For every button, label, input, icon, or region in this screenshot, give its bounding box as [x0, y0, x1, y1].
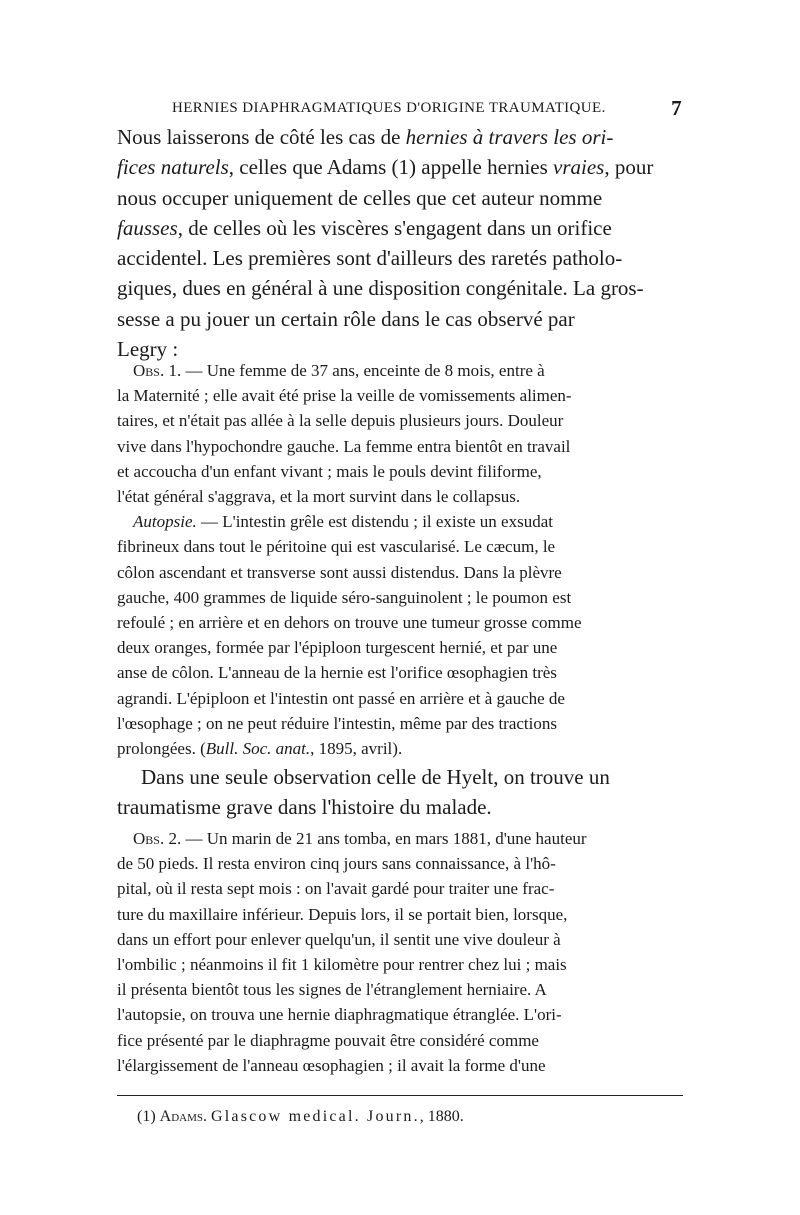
- text-line: deux oranges, formée par l'épiploon turgescent hernié, et par une: [117, 638, 558, 658]
- obs-label: Obs.: [133, 361, 165, 380]
- text-line: l'état général s'aggrava, et la mort survint dans le collapsus.: [117, 487, 521, 507]
- footnote-journal: Glascow medical. Journ.: [211, 1108, 420, 1125]
- text-line: fausses, de celles où les viscères s'engagent dans un orifice: [117, 215, 612, 240]
- text-line: Obs. 2. — Un marin de 21 ans tomba, en mars 1881, d'une hauteur: [133, 829, 587, 848]
- text-line: et accoucha d'un enfant vivant ; mais le pouls devint filiforme,: [117, 461, 542, 481]
- text-line: l'élargissement de l'anneau œsophagien ; il avait la forme d'une: [117, 1055, 546, 1075]
- text-line: côlon ascendant et transverse sont aussi distendus. Dans la plèvre: [117, 562, 562, 582]
- text-line: pital, où il resta sept mois : on l'avait gardé pour traiter une frac-: [117, 879, 555, 899]
- observation-2: [117, 826, 683, 1078]
- citation: Bull. Soc. anat.: [205, 739, 311, 759]
- text-line: fices naturels, celles que Adams (1) appelle hernies vraies, pour: [117, 155, 654, 180]
- text-line: dans un effort pour enlever quelqu'un, il sentit une vive douleur à: [117, 929, 561, 949]
- text-line: prolongées. (Bull. Soc. anat., 1895, avril).: [117, 739, 403, 759]
- text-line: refoulé ; en arrière et en dehors on trouve une tumeur grosse comme: [117, 613, 582, 633]
- text-line: Nous laisserons de côté les cas de hernies à travers les ori-: [117, 125, 614, 149]
- text-line: vive dans l'hypochondre gauche. La femme entra bientôt en travail: [117, 436, 571, 456]
- text-line: l'œsophage ; on ne peut réduire l'intestin, même par des tractions: [117, 713, 557, 733]
- text-line: il présenta bientôt tous les signes de l'étranglement herniaire. A: [117, 980, 547, 1000]
- text-line: fice présenté par le diaphragme pouvait être considéré comme: [117, 1030, 539, 1050]
- text-line: traumatisme grave dans l'histoire du malade.: [117, 795, 492, 820]
- text-line: nous occuper uniquement de celles que cet auteur nomme: [117, 185, 603, 210]
- observation-1: [117, 358, 683, 761]
- obs-label: Obs.: [133, 829, 165, 848]
- text-line: fibrineux dans tout le péritoine qui est vascularisé. Le cæcum, le: [117, 537, 556, 557]
- text-line: Legry :: [117, 337, 179, 362]
- page-number: 7: [671, 96, 682, 120]
- text-line: Obs. 1. — Une femme de 37 ans, enceinte de 8 mois, entre à: [133, 361, 545, 380]
- running-head: [172, 96, 682, 120]
- text-line: gauche, 400 grammes de liquide séro-sanguinolent ; le poumon est: [117, 587, 572, 607]
- footnote-rule: [117, 1095, 683, 1096]
- text-line: taires, et n'était pas allée à la selle depuis plusieurs jours. Douleur: [117, 411, 564, 431]
- text-line: accidentel. Les premières sont d'ailleurs des raretés patholo-: [117, 246, 623, 271]
- text-line: Dans une seule observation celle de Hyelt, on trouve un: [141, 765, 610, 789]
- text-line: ture du maxillaire inférieur. Depuis lors, il se portait bien, lorsque,: [117, 904, 568, 924]
- text-line: l'ombilic ; néanmoins il fit 1 kilomètre pour rentrer chez lui ; mais: [117, 955, 567, 975]
- text-line: Autopsie. — L'intestin grêle est distendu ; il existe un exsudat: [133, 512, 553, 532]
- text-line: sesse a pu jouer un certain rôle dans le cas observé par: [117, 306, 575, 331]
- text-line: agrandi. L'épiploon et l'intestin ont passé en arrière et à gauche de: [117, 688, 565, 708]
- running-title: HERNIES DIAPHRAGMATIQUES D'ORIGINE TRAUMATIQUE.: [172, 100, 606, 116]
- text-line: anse de côlon. L'anneau de la hernie est l'orifice œsophagien très: [117, 663, 557, 683]
- text-line: l'autopsie, on trouva une hernie diaphragmatique étranglée. L'ori-: [117, 1005, 562, 1025]
- text-line: giques, dues en général à une disposition congénitale. La gros-: [117, 276, 644, 301]
- autopsie-label: Autopsie.: [133, 512, 197, 532]
- paragraph-intro: [117, 122, 683, 364]
- footnote-author: Adams: [159, 1108, 203, 1125]
- footnote: (1) Adams. Glascow medical. Journ., 1880.: [137, 1108, 464, 1125]
- text-line: la Maternité ; elle avait été prise la veille de vomissements alimen-: [117, 386, 572, 406]
- text-line: de 50 pieds. Il resta environ cinq jours sans connaissance, à l'hô-: [117, 854, 556, 874]
- paragraph-hyelt: [117, 762, 683, 823]
